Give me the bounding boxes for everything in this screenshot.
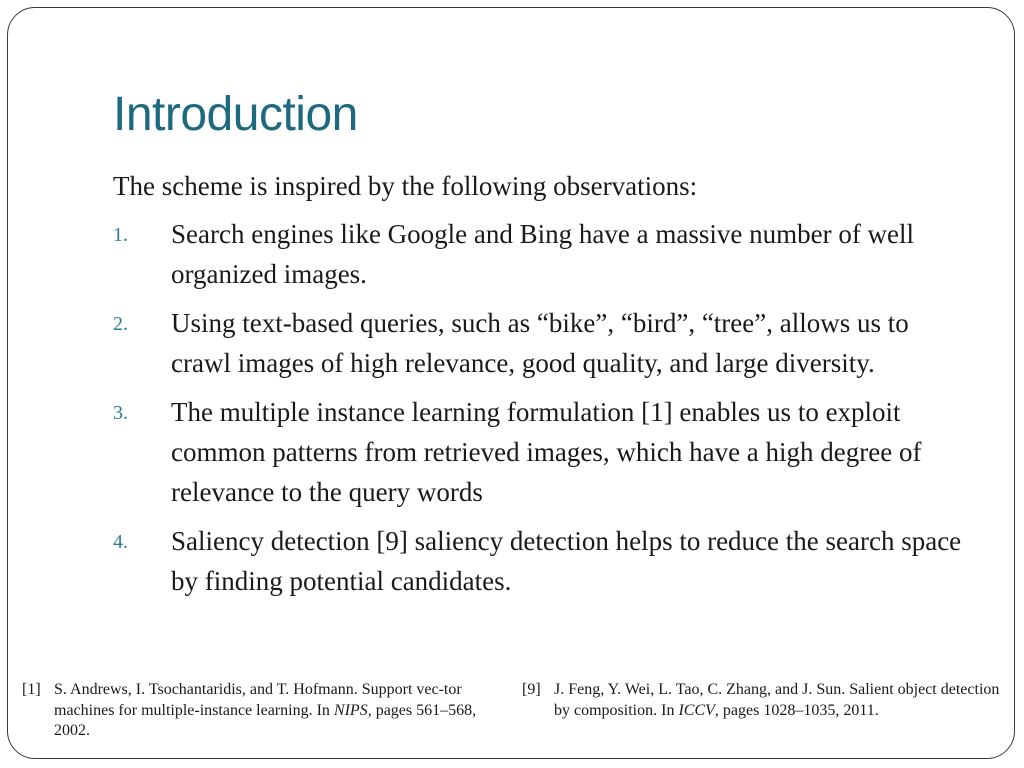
- observation-number: 2.: [113, 313, 128, 335]
- reference-text: J. Feng, Y. Wei, L. Tao, C. Zhang, and J. Sun. Salient object detection by composition. In ICCV, pages 1028–1035, 2011.: [554, 681, 1000, 719]
- observation-number: 1.: [113, 224, 128, 246]
- slide-title: Introduction: [113, 88, 358, 141]
- observations-list: [113, 214, 963, 610]
- observation-text: Search engines like Google and Bing have a massive number of well organized images.: [171, 219, 915, 289]
- observation-item: [113, 214, 963, 294]
- reference-9: [522, 680, 1007, 721]
- observation-text: Saliency detection [9] saliency detection helps to reduce the search space by finding potential candidates.: [171, 526, 962, 596]
- reference-venue: NIPS: [333, 701, 368, 719]
- intro-text: The scheme is inspired by the following observations:: [113, 171, 698, 201]
- observation-item: [113, 392, 963, 512]
- reference-tag: [9]: [522, 681, 541, 698]
- observation-number: 4.: [113, 531, 128, 553]
- reference-1: [22, 680, 507, 742]
- observation-number: 3.: [113, 402, 128, 424]
- observation-item: [113, 521, 963, 601]
- reference-venue: ICCV: [678, 701, 715, 719]
- observation-text: The multiple instance learning formulation [1] enables us to exploit common patterns from retrieved images, which have a high degree of relevance to the query words: [171, 397, 922, 507]
- reference-text: S. Andrews, I. Tsochantaridis, and T. Hofmann. Support vec-tor machines for multiple-instance learning. In NIPS, pages 561–568, 2002.: [54, 681, 477, 739]
- reference-tag: [1]: [22, 681, 41, 698]
- observation-text: Using text-based queries, such as “bike”, “bird”, “tree”, allows us to crawl images of high relevance, good quality, and large diversity.: [171, 308, 909, 378]
- observation-item: [113, 303, 963, 383]
